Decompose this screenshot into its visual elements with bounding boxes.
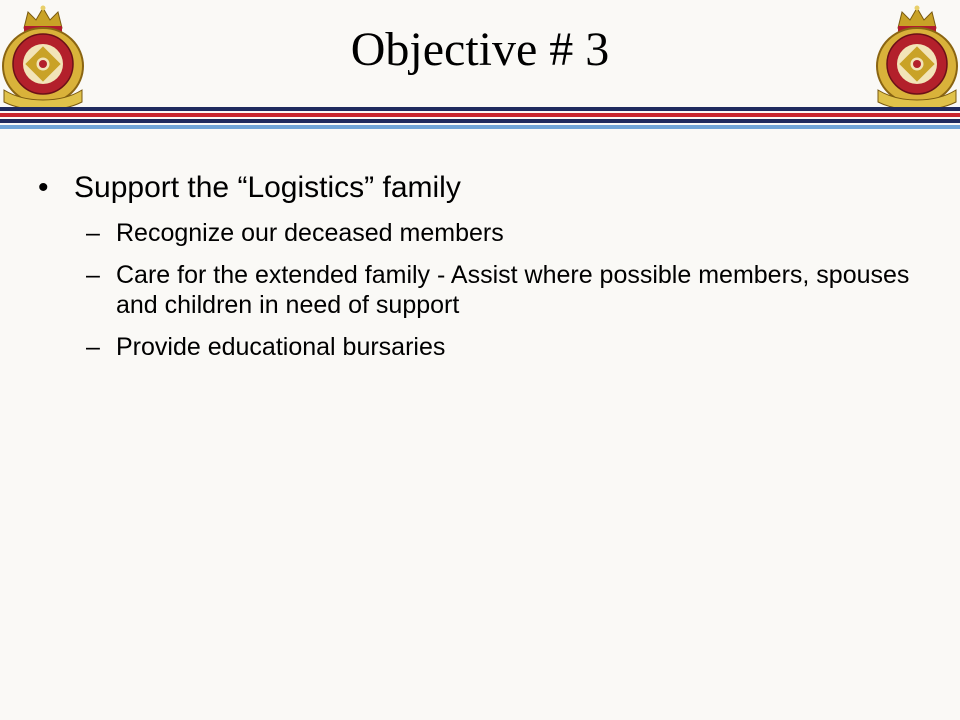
sub-bullet-marker: – (86, 333, 100, 361)
sub-bullet-marker: – (86, 219, 100, 247)
slide-title: Objective # 3 (350, 23, 610, 76)
sub-bullet-item (86, 260, 918, 320)
slide-body (38, 170, 918, 374)
bullet-text: Support the “Logistics” family (74, 171, 461, 204)
sub-bullet-item (86, 218, 918, 248)
header-stripes (0, 107, 960, 131)
sub-bullet-text: Care for the extended family - Assist where possible members, spouses and children in need of support (116, 261, 910, 319)
sub-bullet-marker: – (86, 261, 100, 289)
sub-bullet-text: Provide educational bursaries (116, 333, 446, 361)
sub-bullet-text: Recognize our deceased members (116, 219, 504, 247)
bullet-marker: • (38, 171, 49, 204)
sub-bullet-item (86, 332, 918, 362)
bullet-item (38, 170, 918, 206)
